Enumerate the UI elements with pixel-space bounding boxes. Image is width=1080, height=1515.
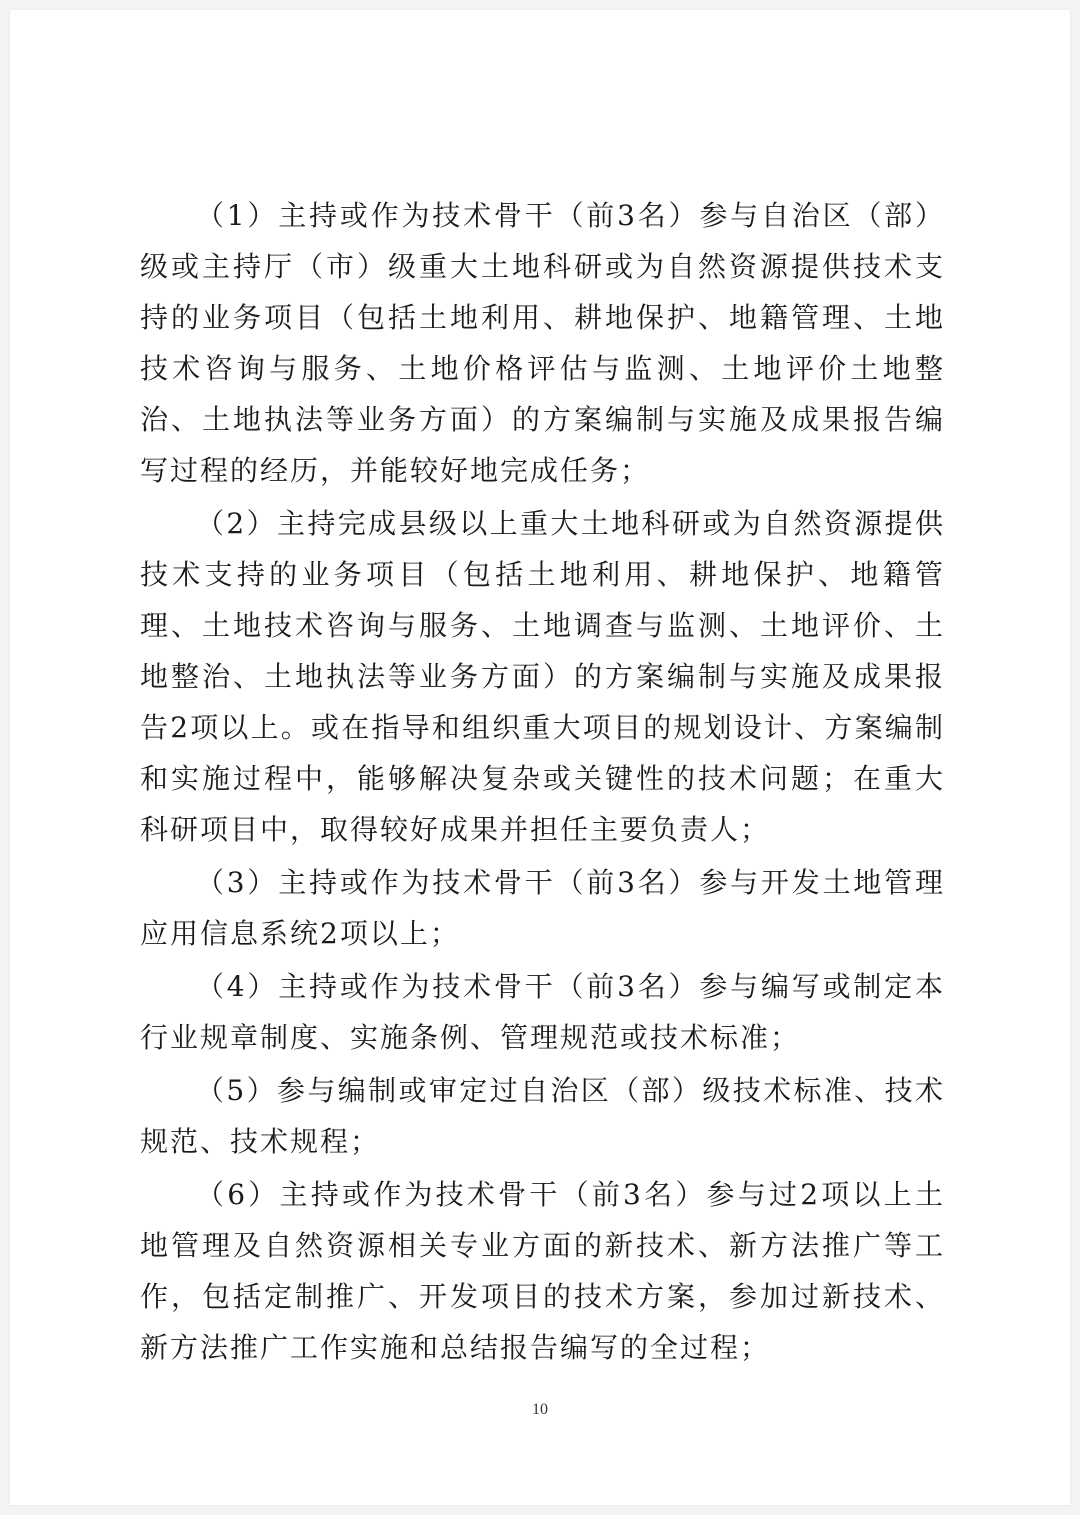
- document-page: [10, 10, 1070, 1505]
- paragraph-1: （1）主持或作为技术骨干（前3名）参与自治区（部）级或主持厅（市）级重大土地科研或为自然资源提供技术支持的业务项目（包括土地利用、耕地保护、地籍管理、土地技术咨询与服务、土地价格评估与监测、土地评价土地整治、土地执法等业务方面）的方案编制与实施及成果报告编写过程的经历，并能较好地完成任务；: [140, 199, 945, 487]
- page-number: 10: [532, 1401, 548, 1418]
- paragraph-5: （5）参与编制或审定过自治区（部）级技术标准、技术规范、技术规程；: [140, 1074, 945, 1158]
- paragraph-3: （3）主持或作为技术骨干（前3名）参与开发土地管理应用信息系统2项以上；: [140, 866, 945, 950]
- paragraph-6: （6）主持或作为技术骨干（前3名）参与过2项以上土地管理及自然资源相关专业方面的新技术、新方法推广等工作，包括定制推广、开发项目的技术方案，参加过新技术、新方法推广工作实施和总结报告编写的全过程；: [140, 1178, 945, 1364]
- document-body: [140, 190, 945, 1375]
- paragraph-2: （2）主持完成县级以上重大土地科研或为自然资源提供技术支持的业务项目（包括土地利用、耕地保护、地籍管理、土地技术咨询与服务、土地调查与监测、土地评价、土地整治、土地执法等业务方面）的方案编制与实施及成果报告2项以上。或在指导和组织重大项目的规划设计、方案编制和实施过程中，能够解决复杂或关键性的技术问题；在重大科研项目中，取得较好成果并担任主要负责人；: [140, 507, 945, 846]
- paragraph-4: （4）主持或作为技术骨干（前3名）参与编写或制定本行业规章制度、实施条例、管理规范或技术标准；: [140, 970, 945, 1054]
